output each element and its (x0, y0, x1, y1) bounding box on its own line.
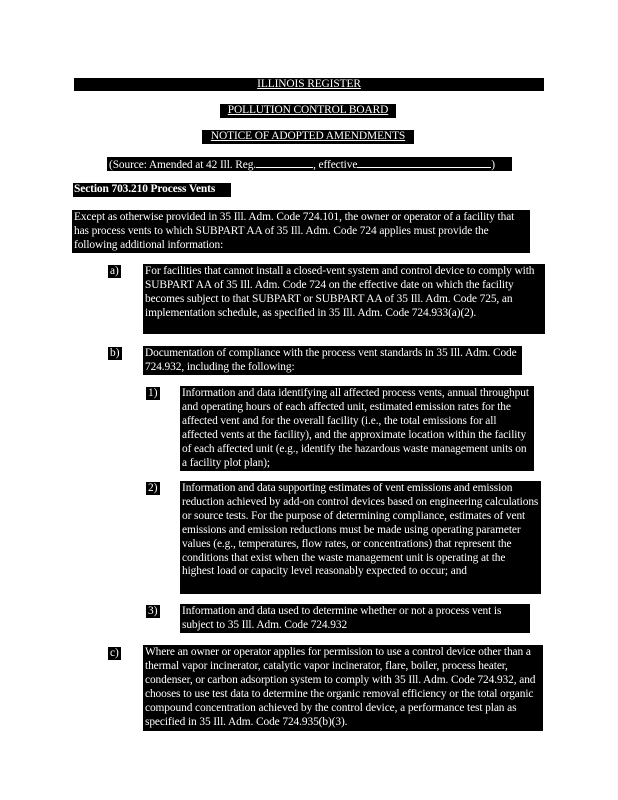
date-blank (357, 157, 491, 168)
item-b2-text: Information and data supporting estimates of vent emissions and emission reduction achieved by add-on control devices based on engineering calculations or source tests. For the purpose of determining compliance, estimates of vent emissions and emission reductions must be made using operating parameter values (e.g., temperatures, flow rates, or concentrations) that represent the conditions that exist when the waste management unit is operating at the highest load or capacity level reasonably expected to occur; and (180, 481, 541, 594)
item-b1-label: 1) (148, 387, 158, 399)
item-b3-text: Information and data used to determine whether or not a process vent is subject to 35 Ill. Adm. Code 724.932 (180, 604, 530, 633)
section-title-text: Section 703.210 Process Vents (74, 183, 216, 195)
reg-blank (256, 157, 313, 168)
intro-paragraph: Except as otherwise provided in 35 Ill. Adm. Code 724.101, the owner or operator of a facility that has process vents to which SUBPART AA of 35 Ill. Adm. Code 724 applies must provide the following additional information: (72, 210, 530, 253)
item-b-text: Documentation of compliance with the process vent standards in 35 Ill. Adm. Code 724.932, including the following: (143, 346, 522, 375)
item-b1-text: Information and data identifying all affected process vents, annual throughput and operating hours of each affected unit, estimated emission rates for the affected vent and for the overall facility (i.e., the total emissions for all affected vents at the facility), and the approximate location within the facility of each affected unit (e.g., identify the hazardous waste management units on a facility plot plan); (180, 386, 534, 471)
notice-header (202, 130, 414, 144)
register-header (74, 78, 544, 91)
item-b-label: b) (110, 347, 120, 359)
item-b2-label: 2) (148, 482, 158, 494)
item-c-text: Where an owner or operator applies for permission to use a control device other than a thermal vapor incinerator, catalytic vapor incinerator, flare, boiler, process heater, condenser, or carbon adsorption system to comply with 35 Ill. Adm. Code 724.932, and chooses to use test data to determine the organic removal efficiency or the total organic compound concentration achieved by the control device, a performance test plan as specified in 35 Ill. Adm. Code 724.935(b)(3). (143, 645, 543, 731)
board-title: POLLUTION CONTROL BOARD (227, 104, 389, 116)
item-b3-label: 3) (148, 605, 158, 617)
source-suffix: ) (491, 159, 495, 171)
section-title (73, 183, 231, 197)
notice-title: NOTICE OF ADOPTED AMENDMENTS (210, 130, 406, 142)
source-prefix: (Source: Amended at 42 Ill. Reg. (109, 159, 257, 171)
board-header (220, 104, 396, 118)
source-line (107, 157, 512, 171)
item-c-label: c) (110, 647, 119, 659)
item-a-label: a) (110, 265, 119, 277)
item-a-text: For facilities that cannot install a closed-vent system and control device to comply with SUBPART AA of 35 Ill. Adm. Code 724 on the effective date on which the facility becomes subject to that SUBPART or SUBPART AA of 35 Ill. Adm. Code 725, an implementation schedule, as specified in 35 Ill. Adm. Code 724.933(a)(2). (143, 264, 545, 334)
source-effective: , effective (313, 159, 358, 171)
register-title: ILLINOIS REGISTER (257, 78, 361, 90)
